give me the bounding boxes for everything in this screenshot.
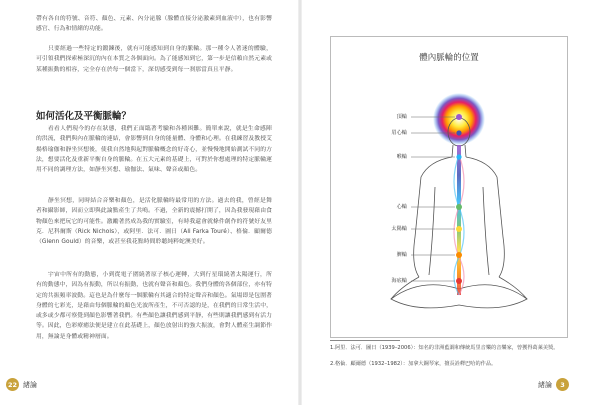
running-title: 緒論 bbox=[538, 380, 552, 389]
chakra-figure bbox=[330, 36, 568, 338]
label-throat: 喉輪 bbox=[396, 154, 407, 160]
label-heart: 心輪 bbox=[396, 204, 407, 210]
label-crown: 頂輪 bbox=[396, 114, 407, 120]
left-footer bbox=[6, 378, 37, 391]
paragraph-2: 只要經過一些特定的鍛鍊後，就有可能感知到自身的脈輪。那一種令人著迷的體驗，可引領我們探索極深沉的內在本質之各個面向。為了能感知到它，第一步是信賴自然元素或某種振動的相容，完全存在於每一個當下，深切感受到每一刹那當真且平靜。 bbox=[36, 46, 272, 73]
label-sacral: 臍輪 bbox=[396, 252, 407, 258]
label-third-eye: 眉心輪 bbox=[391, 130, 407, 136]
footnote-2: 2.格倫．顧爾德（1932–1982）：加拿大鋼琴家，擅長詮釋巴哈的作品。 bbox=[330, 361, 497, 367]
figure-title: 體內脈輪的位置 bbox=[419, 53, 479, 63]
footnote-rule bbox=[330, 340, 400, 341]
running-title: 緒論 bbox=[23, 380, 37, 389]
paragraph-1: 帶有各自的符號、音符、顏色、元素、內分泌腺（腺體直接分泌激素到血液中），也有影響感官、行為和情緒的功能。 bbox=[36, 16, 272, 33]
right-footer bbox=[538, 378, 569, 391]
paragraph-5: 宇宙中所有的動態，小到從電子圍繞著原子核心運轉，大到行星環繞著太陽運行，所有的動態中，因為有振動，所以有振動，也就有聲音和顏色。我們身體的各個部位，亦有特定的共振頻率波動。這也是為什麼每一個脈輪有其適合的特定聲音和顏色。氣場即是包圍著身體的七彩光，是藉由每個脈輪的顏色光波所產生，不可否認的是，在我們的日常生活中，或多或少都可察覺到顏色影響著我們。有些顏色讓我們感到平靜，有些則讓我們感到有活力等。因此，色彩療癒法便是建立在此基礎上，顏色放射出的強大振波，會對人體產生調節作用，無論是身體或精神層面。 bbox=[36, 272, 272, 340]
paragraph-3: 看看人們現今的存在狀態，我們正面臨著考驗和各種困難。簡單來說，就是生命感陣的洪流，我們與內在脈輪的連結，會影響到自身的能量體、身體和心理。在我練習及教授艾揚格瑜伽和靜坐冥想後，使我自然地與起對脈輪概念的好奇心，並慢慢地開始測試不同的方法，想要活化及重新平衡自身的脈輪。在五大元素的基礎上，可對於你想處理的特定脈輪運用不同的調理方法，如靜坐冥想、瑜伽法、氣味、聲音或顏色。 bbox=[36, 126, 272, 174]
label-root: 海底輪 bbox=[391, 278, 407, 284]
footnote-1: 1.阿里．法可．圖日（1939–2006）：知名的非洲藍調和傳統馬里音樂的音樂家，曾獲得葛萊美獎。 bbox=[330, 345, 559, 351]
page-number: 3 bbox=[556, 378, 569, 391]
page-number: 22 bbox=[6, 378, 19, 391]
chakra-illustration bbox=[331, 37, 567, 337]
paragraph-4: 靜坐冥想，同時結合音樂和顏色，是活化脈輪時最常用的方法。過去的我，曾經是舞者和攝影師，因而立即與此論點產生了共鳴。不過，全新的震撼打開了，因為我發現藉由食物顏色來把玩它的可能性。激勵著然成為我的實驗室，有時我還會就條件創作的符號好友里克．尼科爾斯（Rick Nichols），或阿里．法可．圖日（Ali Farka Touré）、格倫．顧爾德（Glenn Gould）的音樂，或甚至我花點時間聆聽純粹蛇澳美好。 bbox=[36, 198, 272, 246]
section-title: 如何活化及平衡脈輪？ bbox=[36, 111, 132, 122]
energy-channel bbox=[457, 145, 461, 295]
right-page bbox=[300, 0, 600, 405]
label-solar: 太陽輪 bbox=[391, 226, 407, 232]
